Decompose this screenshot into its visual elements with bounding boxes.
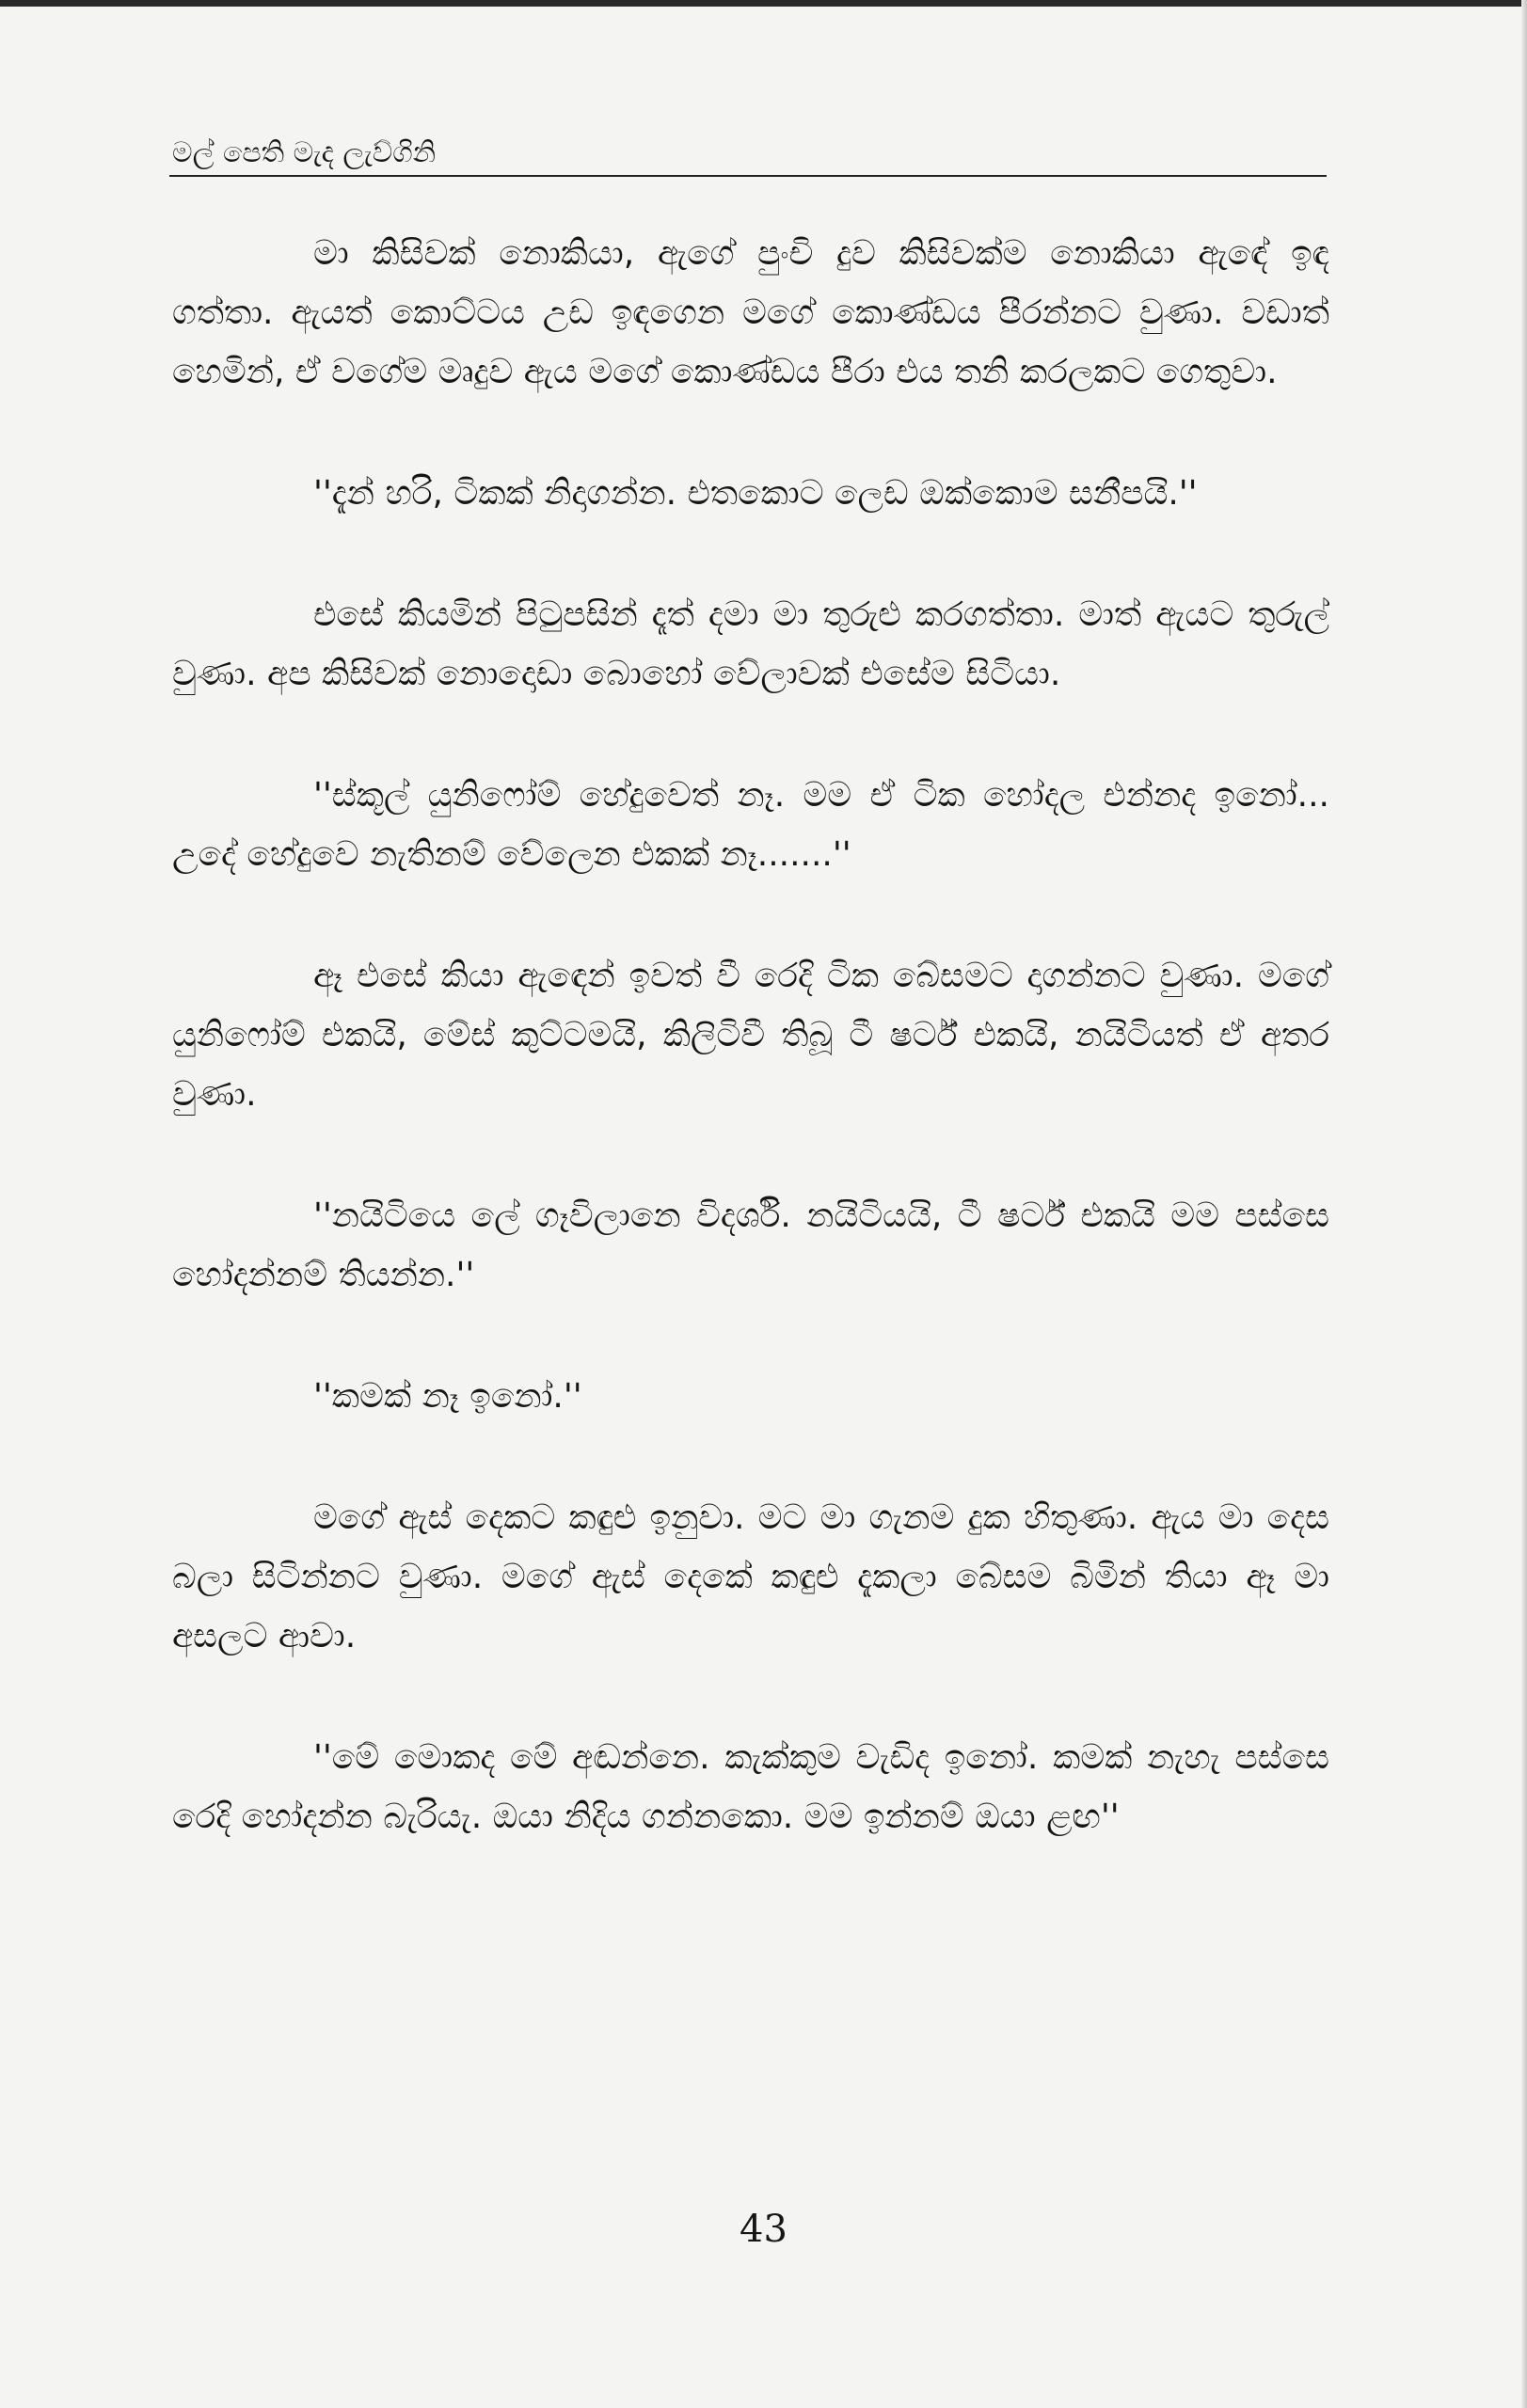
page-number: 43 [740, 2208, 787, 2251]
paragraph: එසේ කියමින් පිටුපසින් දෑත් දමා මා තුරුළු කරගත්තා. මාත් ඇයට තුරුල් වුණා. අප කිසිවක් නොදොඩා බොහෝ වේලාවක් එසේම සිටියා. [172, 595, 1329, 693]
paragraph: ''කමක් නෑ ඉනෝ.'' [313, 1377, 582, 1416]
paragraph: මා කිසිවක් නොකියා, ඇගේ පුංචි දුව කිසිවක්ම නොකියා ඇඳේ ඉඳ ගත්තා. ඇයත් කොට්ටය උඩ ඉඳගෙන මගේ කොණ්ඩය පීරන්නට වුණා. වඩාත් හෙමින්, ඒ වගේම මෘදුව ඇය මගේ කොණ්ඩය පීරා එය තනි කරලකට ගෙතුවා. [172, 234, 1329, 391]
running-title: මල් පෙති මැද ලැව්ගිනි [172, 136, 437, 169]
paragraph: ''දැන් හරි, ටිකක් නිදාගන්න. එතකොට ලෙඩ ඔක්කොම සනීපයි.'' [313, 474, 1198, 513]
paragraph: ''ස්කූල් යුනිෆෝම් හේදුවෙත් නෑ. මම ඒ ටික හෝදල එන්නද ඉනෝ... උදේ හේදුවෙ නැතිනම් වේලෙන එකක් නෑ.......'' [172, 776, 1329, 874]
body-text [172, 224, 1329, 1909]
paragraph: මගේ ඇස් දෙකට කඳුළු ඉනුවා. මට මා ගැනම දුක හිතුණා. ඇය මා දෙස බලා සිටින්නට වුණා. මගේ ඇස් දෙකේ කඳුළු දැකලා බේසම බිමින් තියා ඈ මා අසලට ආවා. [172, 1498, 1329, 1656]
header-rule [169, 175, 1327, 177]
paragraph: ''මේ මොකද මේ අඬන්නෙ. කැක්කුම වැඩිද ඉනෝ. කමක් නැහැ පස්සෙ රෙදි හෝදන්න බැරියැ. ඔයා නිදිය ගන්නකො. මම ඉන්නම් ඔයා ළඟ'' [172, 1738, 1329, 1836]
paragraph: ඈ එසේ කියා ඇඳෙන් ඉවත් වී රෙදි ටික බේසමට දාගන්නට වුණා. මගේ යුනිෆෝම් එකයි, මේස් කුට්ටමයි, කිලිටිවී තිබූ ටී ෂර්ට් එකයි, නයිටියත් ඒ අතර වුණා. [172, 957, 1329, 1114]
paragraph: ''නයිටියෙ ලේ ගෑවිලානෙ විදර්ශි. නයිටියයි, ටී ෂර්ට් එකයි මම පස්සෙ හෝදන්නම් තියන්න.'' [172, 1196, 1329, 1294]
